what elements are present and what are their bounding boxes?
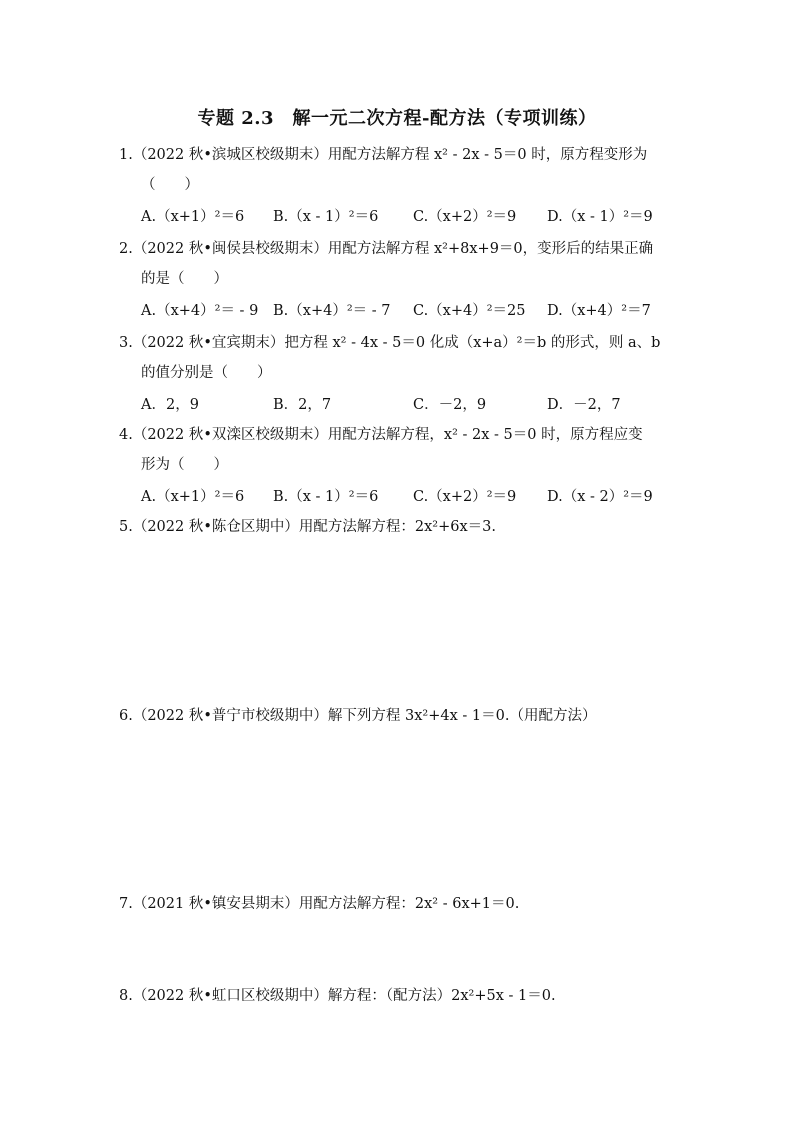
question-4 <box>119 426 679 506</box>
question-6 <box>119 707 679 725</box>
question-3 <box>119 334 679 414</box>
question-stem-continued: （ ） <box>141 177 199 193</box>
question-stem: 5.（2022 秋•陈仓区期中）用配方法解方程：2x²+6x＝3. <box>119 519 496 535</box>
option-b: B.（x - 1）²＝6 <box>273 209 379 225</box>
question-5 <box>119 518 679 536</box>
answer-options <box>119 302 679 320</box>
question-1 <box>119 146 679 226</box>
option-a: A．2，9 <box>141 397 199 413</box>
option-b: B．2，7 <box>273 397 332 413</box>
answer-options <box>119 208 679 226</box>
option-b: B.（x+4）²＝ - 7 <box>273 303 391 319</box>
option-c: C.（x+2）²＝9 <box>413 489 517 505</box>
option-c: C.（x+2）²＝9 <box>413 209 517 225</box>
option-d: D.（x+4）²＝7 <box>547 303 651 319</box>
answer-options <box>119 396 679 414</box>
option-a: A.（x+1）²＝6 <box>141 489 245 505</box>
question-8 <box>119 987 679 1005</box>
question-stem: 3.（2022 秋•宜宾期末）把方程 x² - 4x - 5＝0 化成（x+a）²＝b 的形式，则 a、b <box>119 335 661 351</box>
question-stem: 6.（2022 秋•普宁市校级期中）解下列方程 3x²+4x - 1＝0.（用配方法） <box>119 708 597 724</box>
option-d: D.（x - 2）²＝9 <box>547 489 653 505</box>
question-stem-continued: 的是（ ） <box>141 271 228 287</box>
question-stem: 8.（2022 秋•虹口区校级期中）解方程：（配方法）2x²+5x - 1＝0. <box>119 988 556 1004</box>
question-stem: 4.（2022 秋•双滦区校级期末）用配方法解方程，x² - 2x - 5＝0 时，原方程应变 <box>119 427 643 443</box>
question-stem: 1.（2022 秋•滨城区校级期末）用配方法解方程 x² - 2x - 5＝0 时，原方程变形为 <box>119 147 648 163</box>
question-stem: 7.（2021 秋•镇安县期末）用配方法解方程：2x² - 6x+1＝0. <box>119 896 520 912</box>
option-a: A.（x+4）²＝ - 9 <box>141 303 259 319</box>
answer-options <box>119 488 679 506</box>
question-7 <box>119 895 679 913</box>
question-stem-continued: 的值分别是（ ） <box>141 365 272 381</box>
option-c: C.（x+4）²＝25 <box>413 303 526 319</box>
question-stem-continued: 形为（ ） <box>141 457 228 473</box>
question-stem: 2.（2022 秋•闽侯县校级期末）用配方法解方程 x²+8x+9＝0，变形后的结果正确 <box>119 241 654 257</box>
option-c: C．－2，9 <box>413 397 487 413</box>
option-d: D．－2，7 <box>547 397 621 413</box>
question-2 <box>119 240 679 320</box>
option-a: A.（x+1）²＝6 <box>141 209 245 225</box>
option-b: B.（x - 1）²＝6 <box>273 489 379 505</box>
option-d: D.（x - 1）²＝9 <box>547 209 653 225</box>
page-title: 专题 2.3 解一元二次方程-配方法（专项训练） <box>197 108 597 129</box>
